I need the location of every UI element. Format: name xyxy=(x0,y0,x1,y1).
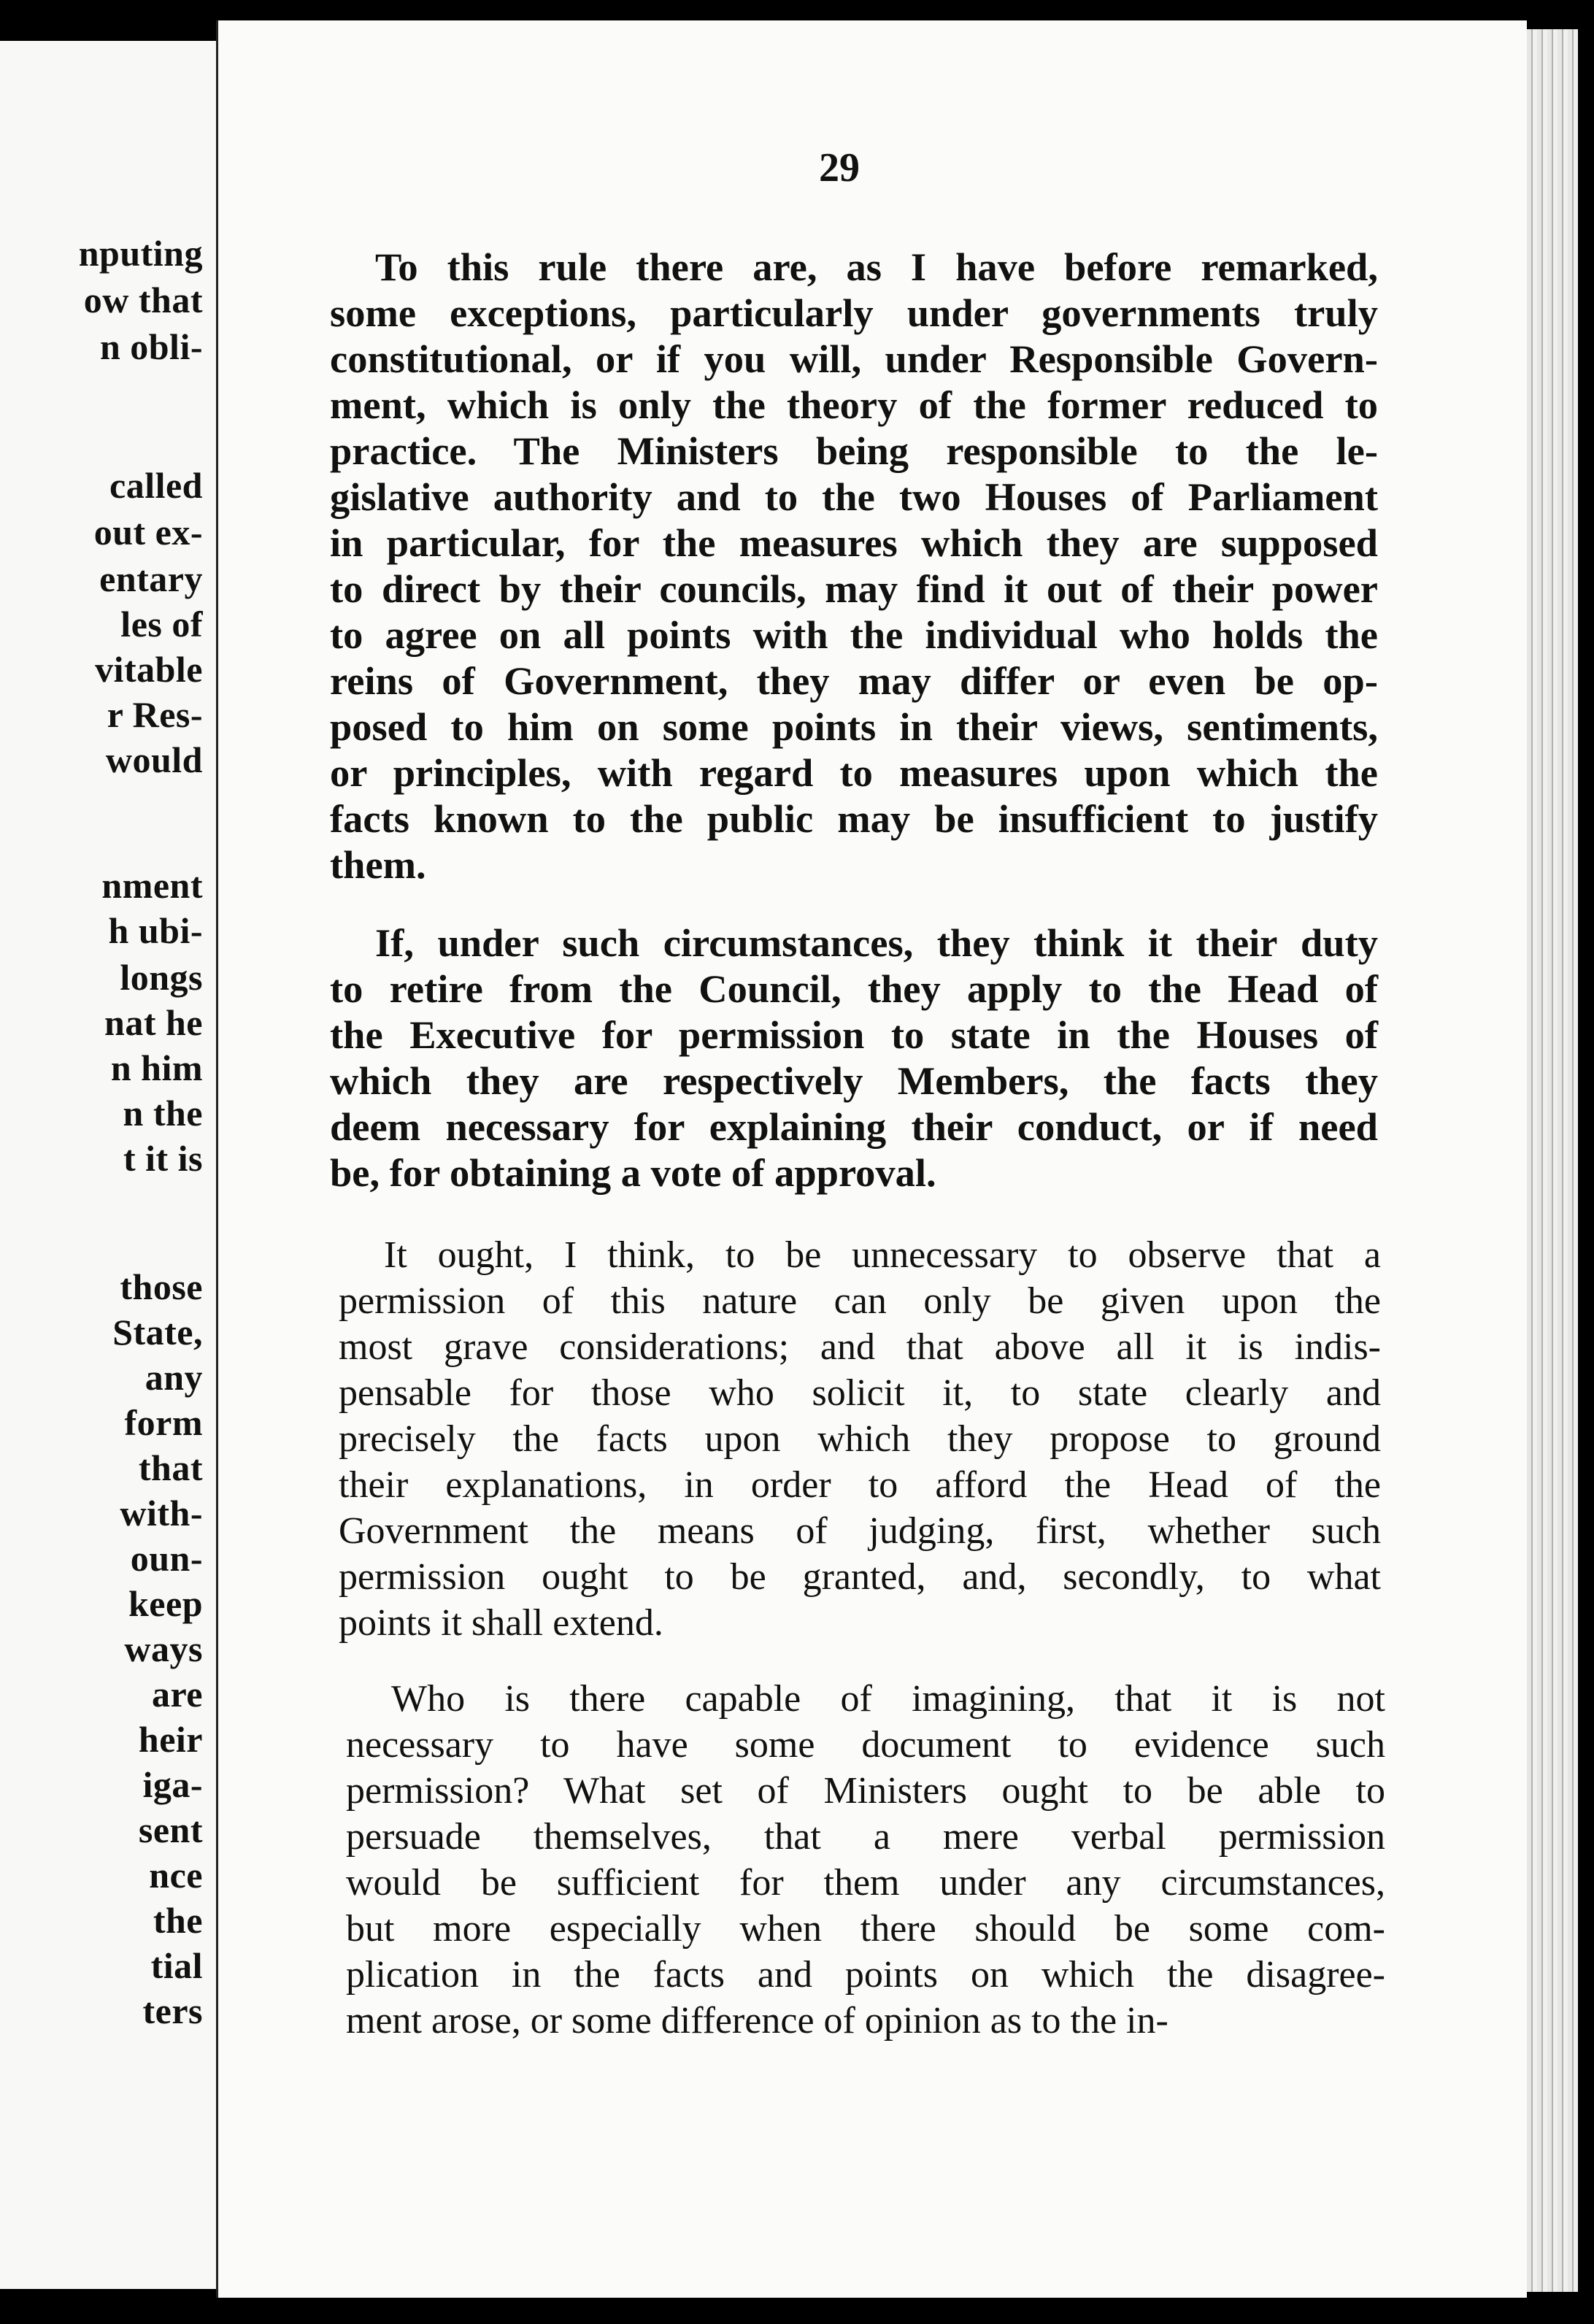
facing-page-line: r Res- xyxy=(107,694,203,735)
facing-page-fragment xyxy=(0,41,216,2289)
facing-page-line: nment xyxy=(101,865,203,906)
facing-page-line: State, xyxy=(112,1312,203,1353)
facing-page-line: that xyxy=(138,1447,203,1488)
facing-page-line: out ex- xyxy=(93,512,203,553)
text-line: to retire from the Council, they apply to the Head of xyxy=(330,966,1378,1011)
facing-page-line: the xyxy=(153,1900,203,1941)
facing-page-line: n him xyxy=(110,1047,203,1088)
text-line: ment, which is only the theory of the former reduced to xyxy=(330,382,1378,427)
page-edges xyxy=(1527,29,1578,2292)
facing-page-line: ters xyxy=(142,1990,203,2031)
text-line: posed to him on some points in their views, sentiments, xyxy=(330,704,1378,749)
text-line: the Executive for permission to state in the Houses of xyxy=(330,1012,1378,1057)
paragraph-4 xyxy=(346,1676,1385,2044)
facing-page-line: form xyxy=(124,1402,203,1443)
paragraph-1 xyxy=(330,244,1378,888)
facing-page-line: longs xyxy=(120,957,203,998)
text-line: deem necessary for explaining their conduct, or if need xyxy=(330,1104,1378,1149)
text-line: some exceptions, particularly under governments truly xyxy=(330,290,1378,335)
text-line: points it shall extend. xyxy=(339,1602,663,1644)
facing-page-line: les of xyxy=(120,604,203,645)
text-line: Who is there capable of imagining, that it is not xyxy=(391,1678,1385,1720)
text-line: plication in the facts and points on which the disagree- xyxy=(346,1954,1385,1996)
paragraph-2 xyxy=(330,920,1378,1196)
facing-page-line: oun- xyxy=(130,1538,203,1579)
facing-page-line: iga- xyxy=(142,1764,203,1805)
facing-page-line: tial xyxy=(150,1945,203,1986)
facing-page-line: nputing xyxy=(78,233,203,274)
facing-page-line: keep xyxy=(128,1583,203,1624)
text-line: or principles, with regard to measures upon which the xyxy=(330,750,1378,795)
text-line: be, for obtaining a vote of approval. xyxy=(330,1150,936,1195)
facing-page-line: t it is xyxy=(123,1138,203,1179)
facing-page-line: are xyxy=(152,1674,203,1715)
facing-page-line: entary xyxy=(99,558,203,599)
text-line: To this rule there are, as I have before remarked, xyxy=(375,245,1378,289)
text-line: Government the means of judging, first, whether such xyxy=(339,1510,1381,1552)
text-line: reins of Government, they may differ or even be op- xyxy=(330,658,1378,703)
facing-page-line: heir xyxy=(138,1719,203,1760)
text-line: precisely the facts upon which they propose to ground xyxy=(339,1418,1381,1460)
text-line: permission? What set of Ministers ought to be able to xyxy=(346,1770,1385,1812)
facing-page-line: those xyxy=(120,1266,203,1307)
text-line: them. xyxy=(330,842,426,887)
facing-page-line: with- xyxy=(120,1493,203,1534)
text-line: practice. The Ministers being responsible to the le- xyxy=(330,428,1378,473)
facing-page-line: vitable xyxy=(95,649,203,690)
text-line: to agree on all points with the individual who holds the xyxy=(330,612,1378,657)
text-line: most grave considerations; and that above all it is indis- xyxy=(339,1326,1381,1368)
text-line: ment arose, or some difference of opinion as to the in- xyxy=(346,2000,1168,2042)
text-line: It ought, I think, to be unnecessary to observe that a xyxy=(384,1234,1381,1276)
facing-page-line: ow that xyxy=(83,280,203,320)
text-line: gislative authority and to the two Houses of Parliament xyxy=(330,474,1378,519)
text-line: in particular, for the measures which they are supposed xyxy=(330,520,1378,565)
text-line: necessary to have some document to evidence such xyxy=(346,1724,1385,1766)
text-line: but more especially when there should be some com- xyxy=(346,1908,1385,1950)
text-line: facts known to the public may be insufficient to justify xyxy=(330,796,1378,841)
facing-page-line: nat he xyxy=(104,1002,203,1043)
text-line: their explanations, in order to afford the Head of the xyxy=(339,1464,1381,1506)
text-line: which they are respectively Members, the facts they xyxy=(330,1058,1378,1103)
facing-page-line: ways xyxy=(124,1628,203,1669)
facing-page-line: called xyxy=(109,465,203,506)
facing-page-line: any xyxy=(145,1357,203,1398)
page-number: 29 xyxy=(819,145,860,191)
text-line: pensable for those who solicit it, to state clearly and xyxy=(339,1372,1381,1414)
paragraph-3 xyxy=(339,1232,1381,1646)
facing-page-line: n obli- xyxy=(99,326,203,367)
text-line: to direct by their councils, may find it out of their power xyxy=(330,566,1378,611)
facing-page-line: would xyxy=(105,739,203,780)
text-line: persuade themselves, that a mere verbal permission xyxy=(346,1816,1385,1858)
facing-page-line: nce xyxy=(149,1855,203,1896)
text-line: constitutional, or if you will, under Responsible Govern- xyxy=(330,336,1378,381)
facing-page-line: n the xyxy=(123,1093,203,1134)
facing-page-line: sent xyxy=(138,1809,203,1850)
text-line: If, under such circumstances, they think it their duty xyxy=(375,920,1378,965)
text-line: would be sufficient for them under any circumstances, xyxy=(346,1862,1385,1904)
text-line: permission of this nature can only be given upon the xyxy=(339,1280,1381,1322)
facing-page-line: h ubi- xyxy=(108,910,203,951)
text-line: permission ought to be granted, and, secondly, to what xyxy=(339,1556,1381,1598)
